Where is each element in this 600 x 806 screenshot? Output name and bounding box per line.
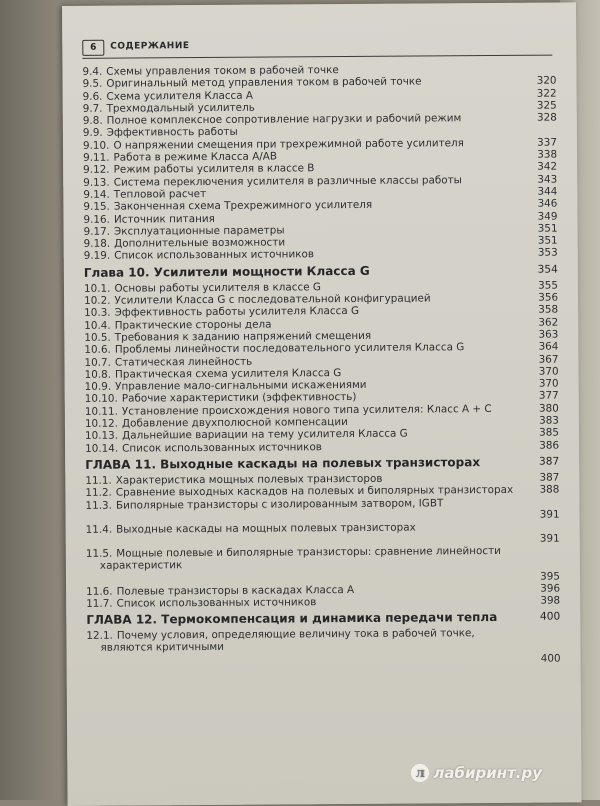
toc-entry-title: Эффективность работы усилителя Класса G bbox=[114, 305, 360, 319]
toc-entry-number: 10.9. bbox=[84, 380, 112, 393]
toc-page-number: 395 bbox=[540, 570, 561, 583]
toc-entry-title: Эффективность работы bbox=[106, 126, 238, 140]
toc-entry-number: 9.4. bbox=[82, 65, 103, 78]
toc-page-number: 342 bbox=[537, 160, 558, 174]
toc-entry-title-continued: характеристик bbox=[99, 558, 183, 572]
labirint-logo-icon: л bbox=[411, 764, 429, 782]
toc-entry-number: 12.1. bbox=[86, 629, 113, 642]
toc-page-number: 358 bbox=[538, 303, 559, 317]
toc-page-number: 400 bbox=[540, 652, 561, 665]
toc-page-number: 367 bbox=[538, 353, 559, 366]
toc-entry-title: О напряжении смещения при трехрежимной работе усилителя bbox=[113, 136, 464, 152]
toc-page-number: 355 bbox=[538, 279, 559, 292]
watermark bbox=[411, 764, 542, 782]
toc-entry-number: 11.2. bbox=[85, 486, 112, 500]
toc-entry-number: 9.14. bbox=[83, 188, 110, 201]
toc-entry-number: 9.19. bbox=[83, 250, 111, 263]
toc-page-number: 400 bbox=[539, 610, 561, 623]
toc-entry-number: 10.13. bbox=[84, 429, 119, 443]
toc-page-number: 364 bbox=[538, 340, 559, 353]
page-number: 6 bbox=[82, 40, 104, 56]
toc-entry-number: 9.9. bbox=[82, 127, 103, 140]
toc-entry-number: 11.6. bbox=[86, 585, 113, 598]
toc-entry-number: 10.3. bbox=[84, 307, 111, 320]
toc-entry-number: 10.2. bbox=[84, 294, 111, 307]
toc-page-number: 383 bbox=[539, 414, 559, 427]
toc-page-number: 398 bbox=[540, 594, 561, 607]
toc-entry bbox=[86, 627, 560, 668]
toc-entry-title: Биполярные транзисторы с изолированным затвором, IGBT bbox=[115, 496, 444, 512]
toc-page-number: 354 bbox=[537, 263, 558, 276]
toc-page-number: 337 bbox=[537, 136, 558, 149]
toc-page-number: 351 bbox=[537, 222, 558, 235]
toc-page-number: 346 bbox=[537, 197, 558, 210]
toc-page-number: 370 bbox=[538, 365, 559, 378]
toc-page-number: 328 bbox=[536, 111, 557, 124]
toc-entry-title: Дальнейшие вариации на тему усилителя Класса G bbox=[122, 427, 408, 442]
toc-entry-title: Управление мало-сигнальными искажениями bbox=[115, 379, 367, 393]
toc-entry-title: Требования к заданию напряжений смещения bbox=[114, 329, 372, 344]
toc-entry-title: ГЛАВА 12. Термокомпенсация и динамика передачи тепла bbox=[86, 610, 498, 627]
toc-entry-number: 11.5. bbox=[85, 547, 113, 560]
toc-page-number: 370 bbox=[538, 377, 559, 390]
toc-entry-number: 9.6. bbox=[82, 90, 103, 103]
toc-entry-title: Тепловой расчет bbox=[113, 187, 207, 201]
book-page bbox=[62, 2, 582, 806]
toc-entry-title: Практические стороны дела bbox=[114, 318, 272, 332]
toc-entry-number: 10.10. bbox=[84, 393, 118, 406]
toc-entry-number: 9.12. bbox=[83, 164, 110, 177]
toc-entry-number: 10.8. bbox=[84, 368, 112, 381]
toc-entry-title: Работа в режиме Класса А/АВ bbox=[113, 150, 278, 164]
toc-entry-title: Статическая линейность bbox=[114, 355, 253, 369]
toc-entry bbox=[86, 520, 560, 547]
toc-entry-title: Законченная схема Трехрежимного усилителя bbox=[113, 199, 373, 213]
toc-entry-number: 10.5. bbox=[84, 331, 111, 344]
toc-entry-title: Полевые транзисторы в каскадах Класса А bbox=[116, 583, 355, 598]
toc-page-number: 322 bbox=[536, 87, 557, 100]
toc-entry-number: 9.8. bbox=[82, 114, 103, 128]
toc-entry-number: 10.14. bbox=[85, 442, 119, 455]
toc-entry-title: Рабочие характеристики (эффективность) bbox=[121, 391, 357, 406]
toc-page-number: 343 bbox=[537, 173, 558, 186]
watermark-text: лабиринт.ру bbox=[433, 764, 542, 782]
toc-entry-number: 11.4. bbox=[85, 523, 113, 536]
toc-page-number: 387 bbox=[539, 471, 560, 484]
toc-page-number: 388 bbox=[539, 483, 560, 496]
table-of-contents bbox=[82, 63, 560, 668]
toc-entry-number: 11.1. bbox=[85, 474, 112, 487]
toc-entry-title: Практическая схема усилителя Класса G bbox=[114, 366, 342, 381]
toc-page-number: 362 bbox=[538, 316, 559, 329]
toc-entry-title: Список использованных источников bbox=[116, 596, 317, 610]
toc-entry-number: 9.10. bbox=[82, 139, 110, 152]
toc-entry-title: Система переключения усилителя в различные классы работы bbox=[113, 173, 462, 189]
toc-entry-number: 9.18. bbox=[83, 237, 111, 251]
toc-page-number: 391 bbox=[539, 508, 560, 521]
toc-page-number: 344 bbox=[537, 185, 558, 198]
toc-page-number: 349 bbox=[537, 210, 558, 223]
toc-page-number: 356 bbox=[538, 291, 559, 304]
toc-entry-number: 11.7. bbox=[86, 597, 113, 610]
toc-page-number: 338 bbox=[537, 148, 558, 161]
toc-entry-number: 9.13. bbox=[83, 176, 110, 189]
page-header bbox=[82, 37, 552, 59]
toc-entry-number: 10.12. bbox=[84, 417, 119, 430]
toc-entry-number: 10.11. bbox=[84, 405, 118, 418]
toc-entry-title: Эксплуатационные параметры bbox=[113, 224, 285, 238]
toc-entry-number: 9.15. bbox=[83, 200, 110, 214]
toc-page-number: 377 bbox=[538, 389, 559, 403]
toc-entry-number: 9.16. bbox=[83, 213, 110, 226]
toc-page-number: 396 bbox=[540, 582, 561, 595]
toc-entry-number: 10.7. bbox=[84, 356, 111, 369]
toc-entry-title: Характеристика мощных полевых транзисторов bbox=[115, 472, 383, 487]
toc-page-number: 353 bbox=[537, 246, 558, 260]
toc-page-number: 387 bbox=[538, 455, 560, 468]
toc-entry-title: Дополнительные возможности bbox=[114, 236, 286, 250]
toc-entry-title: Сравнение выходных каскадов на полевых и биполярных транзисторах bbox=[115, 484, 514, 499]
toc-entry-title: Трехмодальный усилитель bbox=[106, 101, 255, 115]
toc-entry-number: 9.17. bbox=[83, 225, 111, 238]
toc-entry-title: Основы работы усилителя в классе G bbox=[114, 280, 321, 295]
toc-page-number: 351 bbox=[537, 234, 558, 247]
toc-entry-title: Список использованных источников bbox=[114, 248, 315, 263]
toc-entry-title-continued: являются критичными bbox=[100, 640, 225, 654]
toc-entry-title: ГЛАВА 11. Выходные каскады на полевых транзисторах bbox=[85, 454, 481, 472]
toc-entry-title: Почему условия, определяющие величину тока в рабочей точке, bbox=[116, 627, 475, 642]
toc-entry-title: Режим работы усилителя в классе В bbox=[113, 162, 315, 177]
toc-page-number: 385 bbox=[539, 426, 560, 439]
toc-entry-title: Проблемы линейности последовательного усилителя Класса G bbox=[114, 341, 465, 356]
toc-entry-title: Усилители Класса G с последовательной конфигурацией bbox=[114, 292, 431, 307]
toc-entry-title: Список использованных источников bbox=[122, 440, 322, 455]
toc-entry-number: 9.11. bbox=[83, 151, 110, 164]
toc-entry-title: Установление происхождения нового типа усилителя: Класс А + С bbox=[121, 402, 492, 418]
toc-entry-title: Выходные каскады на мощных полевых транзисторах bbox=[116, 521, 416, 536]
toc-entry-number: 10.1. bbox=[83, 282, 111, 295]
toc-entry-number: 9.5. bbox=[82, 78, 103, 91]
toc-page-number: 380 bbox=[538, 402, 559, 415]
background-left bbox=[0, 0, 60, 800]
toc-page-number: 386 bbox=[539, 439, 560, 452]
toc-page-number: 391 bbox=[539, 532, 560, 545]
toc-entry-number: 11.3. bbox=[85, 499, 112, 512]
toc-entry-title: Мощные полевые и биполярные транзисторы: сравнение линейности bbox=[116, 544, 501, 560]
toc-page-number: 320 bbox=[536, 74, 557, 87]
toc-entry bbox=[86, 544, 560, 585]
toc-entry bbox=[85, 496, 559, 523]
toc-entry-title: Схемы управления током в рабочей точке bbox=[106, 64, 339, 78]
toc-entry-number: 10.4. bbox=[84, 319, 111, 332]
toc-entry-title: Полное комплексное сопротивление нагрузки и рабочий режим bbox=[106, 112, 462, 127]
toc-entry-title: Оригинальный метод управления током в рабочей точке bbox=[106, 75, 422, 90]
toc-page-number: 363 bbox=[538, 328, 559, 341]
toc-entry-title: Добавление двухполюсной компенсации bbox=[121, 416, 348, 430]
toc-entry-title: Источник питания bbox=[113, 212, 215, 226]
toc-entry-number: 10.6. bbox=[84, 343, 111, 357]
toc-entry-title: Глава 10. Усилители мощности Класса G bbox=[83, 263, 370, 280]
running-title: СОДЕРЖАНИЕ bbox=[110, 41, 190, 52]
toc-entry-title: Схема усилителя Класса А bbox=[106, 89, 254, 103]
toc-entry-number: 9.7. bbox=[82, 102, 103, 115]
toc-page-number: 325 bbox=[536, 99, 557, 112]
